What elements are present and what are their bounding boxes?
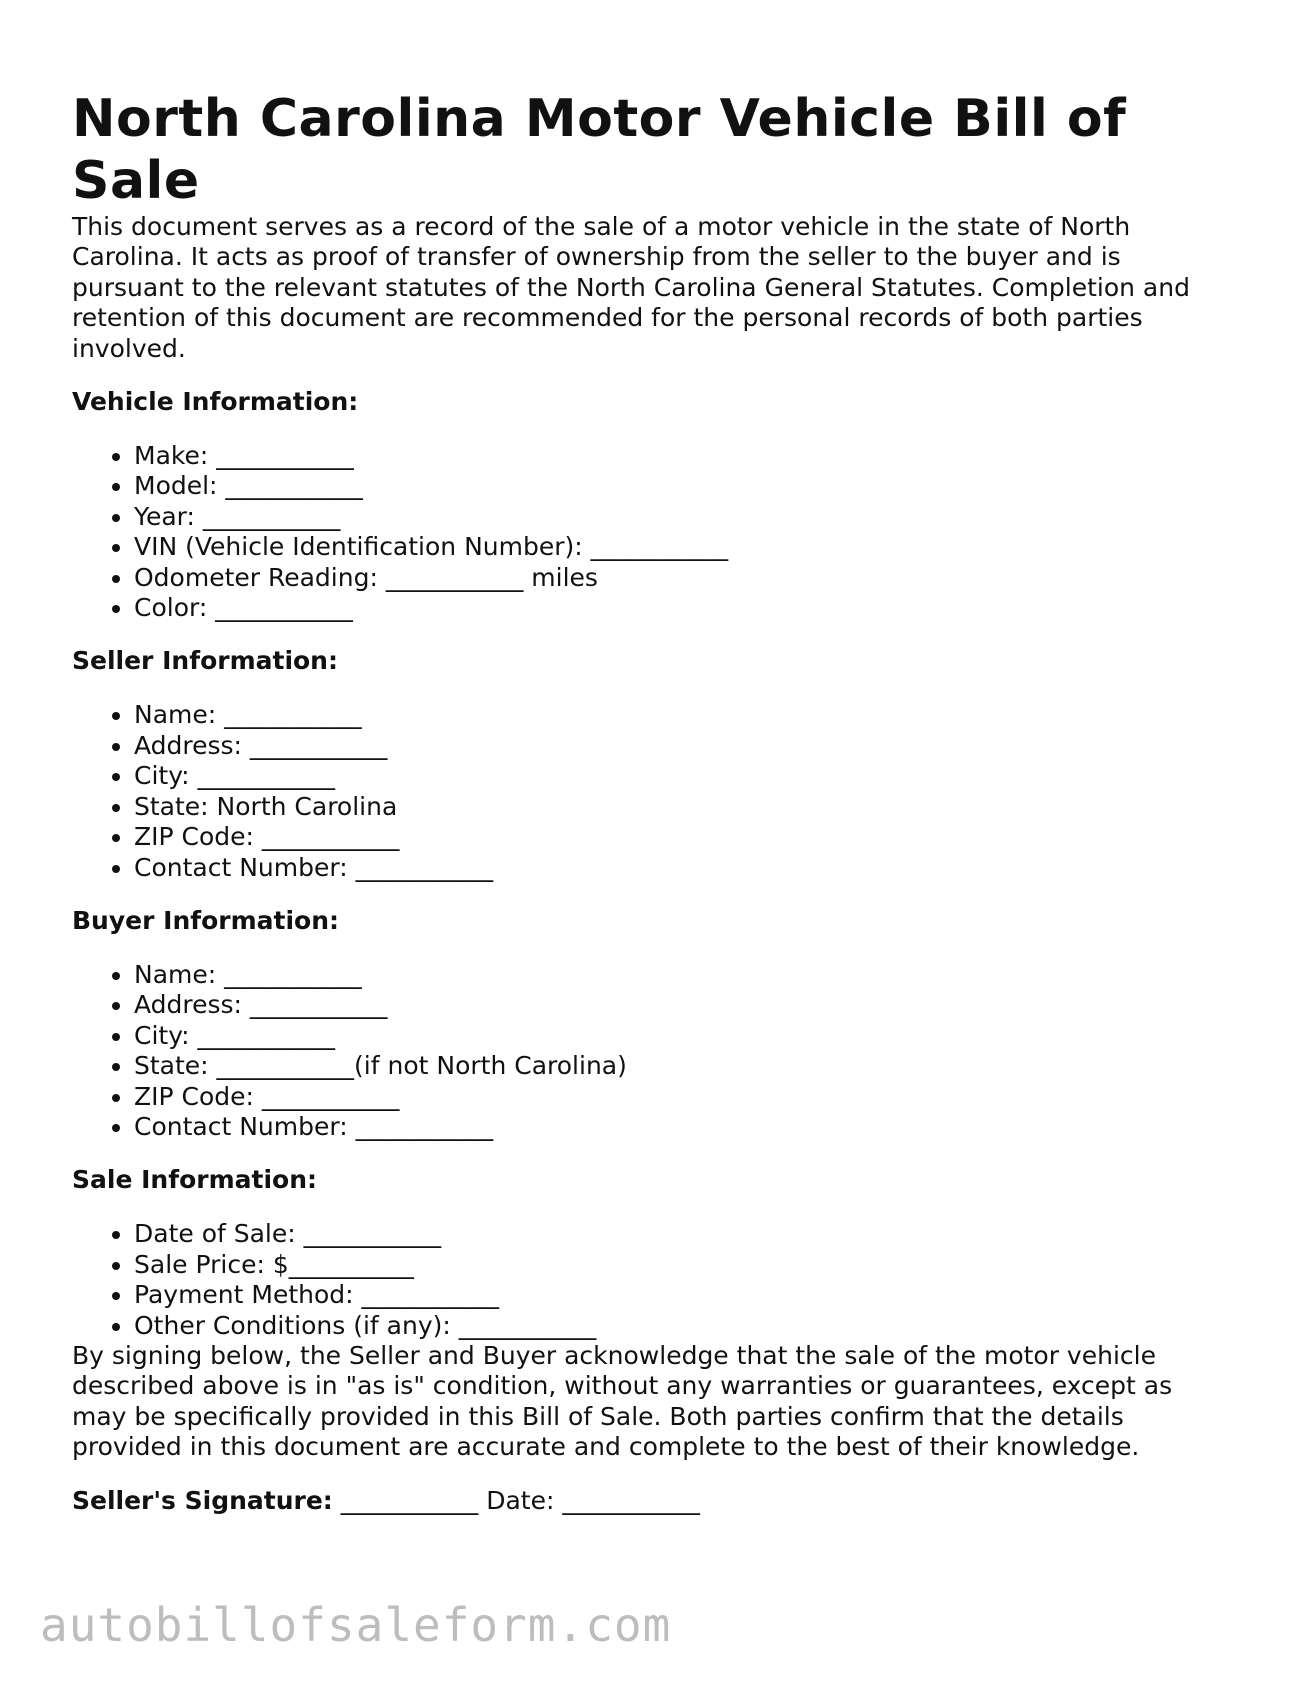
buyer-info-list — [72, 960, 1232, 1142]
acknowledgement-paragraph: By signing below, the Seller and Buyer acknowledge that the sale of the motor vehicle described above is in "as is" condition, without any warranties or guarantees, except as may be specifically provided in this Bill of Sale. Both parties confirm that the details provided in this document are accurate and complete to the best of their knowledge. — [72, 1340, 1173, 1462]
list-item: • Sale Price: $__________ — [134, 1250, 1232, 1280]
list-item: • Address: ___________ — [134, 990, 1232, 1020]
seller-signature-line — [72, 1486, 1232, 1516]
list-item: • Other Conditions (if any): ___________ — [134, 1311, 1232, 1341]
list-item: • State: North Carolina — [134, 792, 1232, 822]
page-title: North Carolina Motor Vehicle Bill of Sale — [72, 89, 1127, 211]
vehicle-info-heading: Vehicle Information: — [72, 387, 359, 417]
list-item: • City: ___________ — [134, 1021, 1232, 1051]
seller-signature-label: Seller's Signature: — [72, 1485, 333, 1515]
list-item: • State: ___________(if not North Carolina) — [134, 1051, 1232, 1081]
list-item: • Model: ___________ — [134, 471, 1232, 501]
list-item: • Make: ___________ — [134, 441, 1232, 471]
sale-info-heading: Sale Information: — [72, 1165, 317, 1195]
list-item: • Year: ___________ — [134, 502, 1232, 532]
list-item: • ZIP Code: ___________ — [134, 1082, 1232, 1112]
list-item: • Contact Number: ___________ — [134, 853, 1232, 883]
sale-info-list — [72, 1219, 1232, 1341]
list-item: • Name: ___________ — [134, 700, 1232, 730]
seller-info-list — [72, 700, 1232, 882]
list-item: • ZIP Code: ___________ — [134, 822, 1232, 852]
buyer-info-heading: Buyer Information: — [72, 905, 340, 935]
site-watermark: autobillofsaleform.com — [40, 1598, 672, 1652]
intro-paragraph: This document serves as a record of the sale of a motor vehicle in the state of North Carolina. It acts as proof of transfer of ownership from the seller to the buyer and is pursuant to the relevant statutes of the North Carolina General Statutes. Completion and retention of this document are recommended for the personal records of both parties involved. — [72, 212, 1190, 363]
list-item: • Address: ___________ — [134, 731, 1232, 761]
document — [72, 88, 1232, 1516]
list-item: • Payment Method: ___________ — [134, 1280, 1232, 1310]
list-item: • Date of Sale: ___________ — [134, 1219, 1232, 1249]
list-item: • VIN (Vehicle Identification Number): ___________ — [134, 532, 1232, 562]
list-item: • Color: ___________ — [134, 593, 1232, 623]
seller-signature-blank: ___________ — [332, 1485, 487, 1515]
list-item: • City: ___________ — [134, 761, 1232, 791]
vehicle-info-list — [72, 441, 1232, 623]
signature-date: Date: ___________ — [486, 1485, 700, 1515]
seller-info-heading: Seller Information: — [72, 646, 338, 676]
list-item: • Name: ___________ — [134, 960, 1232, 990]
list-item: • Odometer Reading: ___________ miles — [134, 563, 1232, 593]
list-item: • Contact Number: ___________ — [134, 1112, 1232, 1142]
